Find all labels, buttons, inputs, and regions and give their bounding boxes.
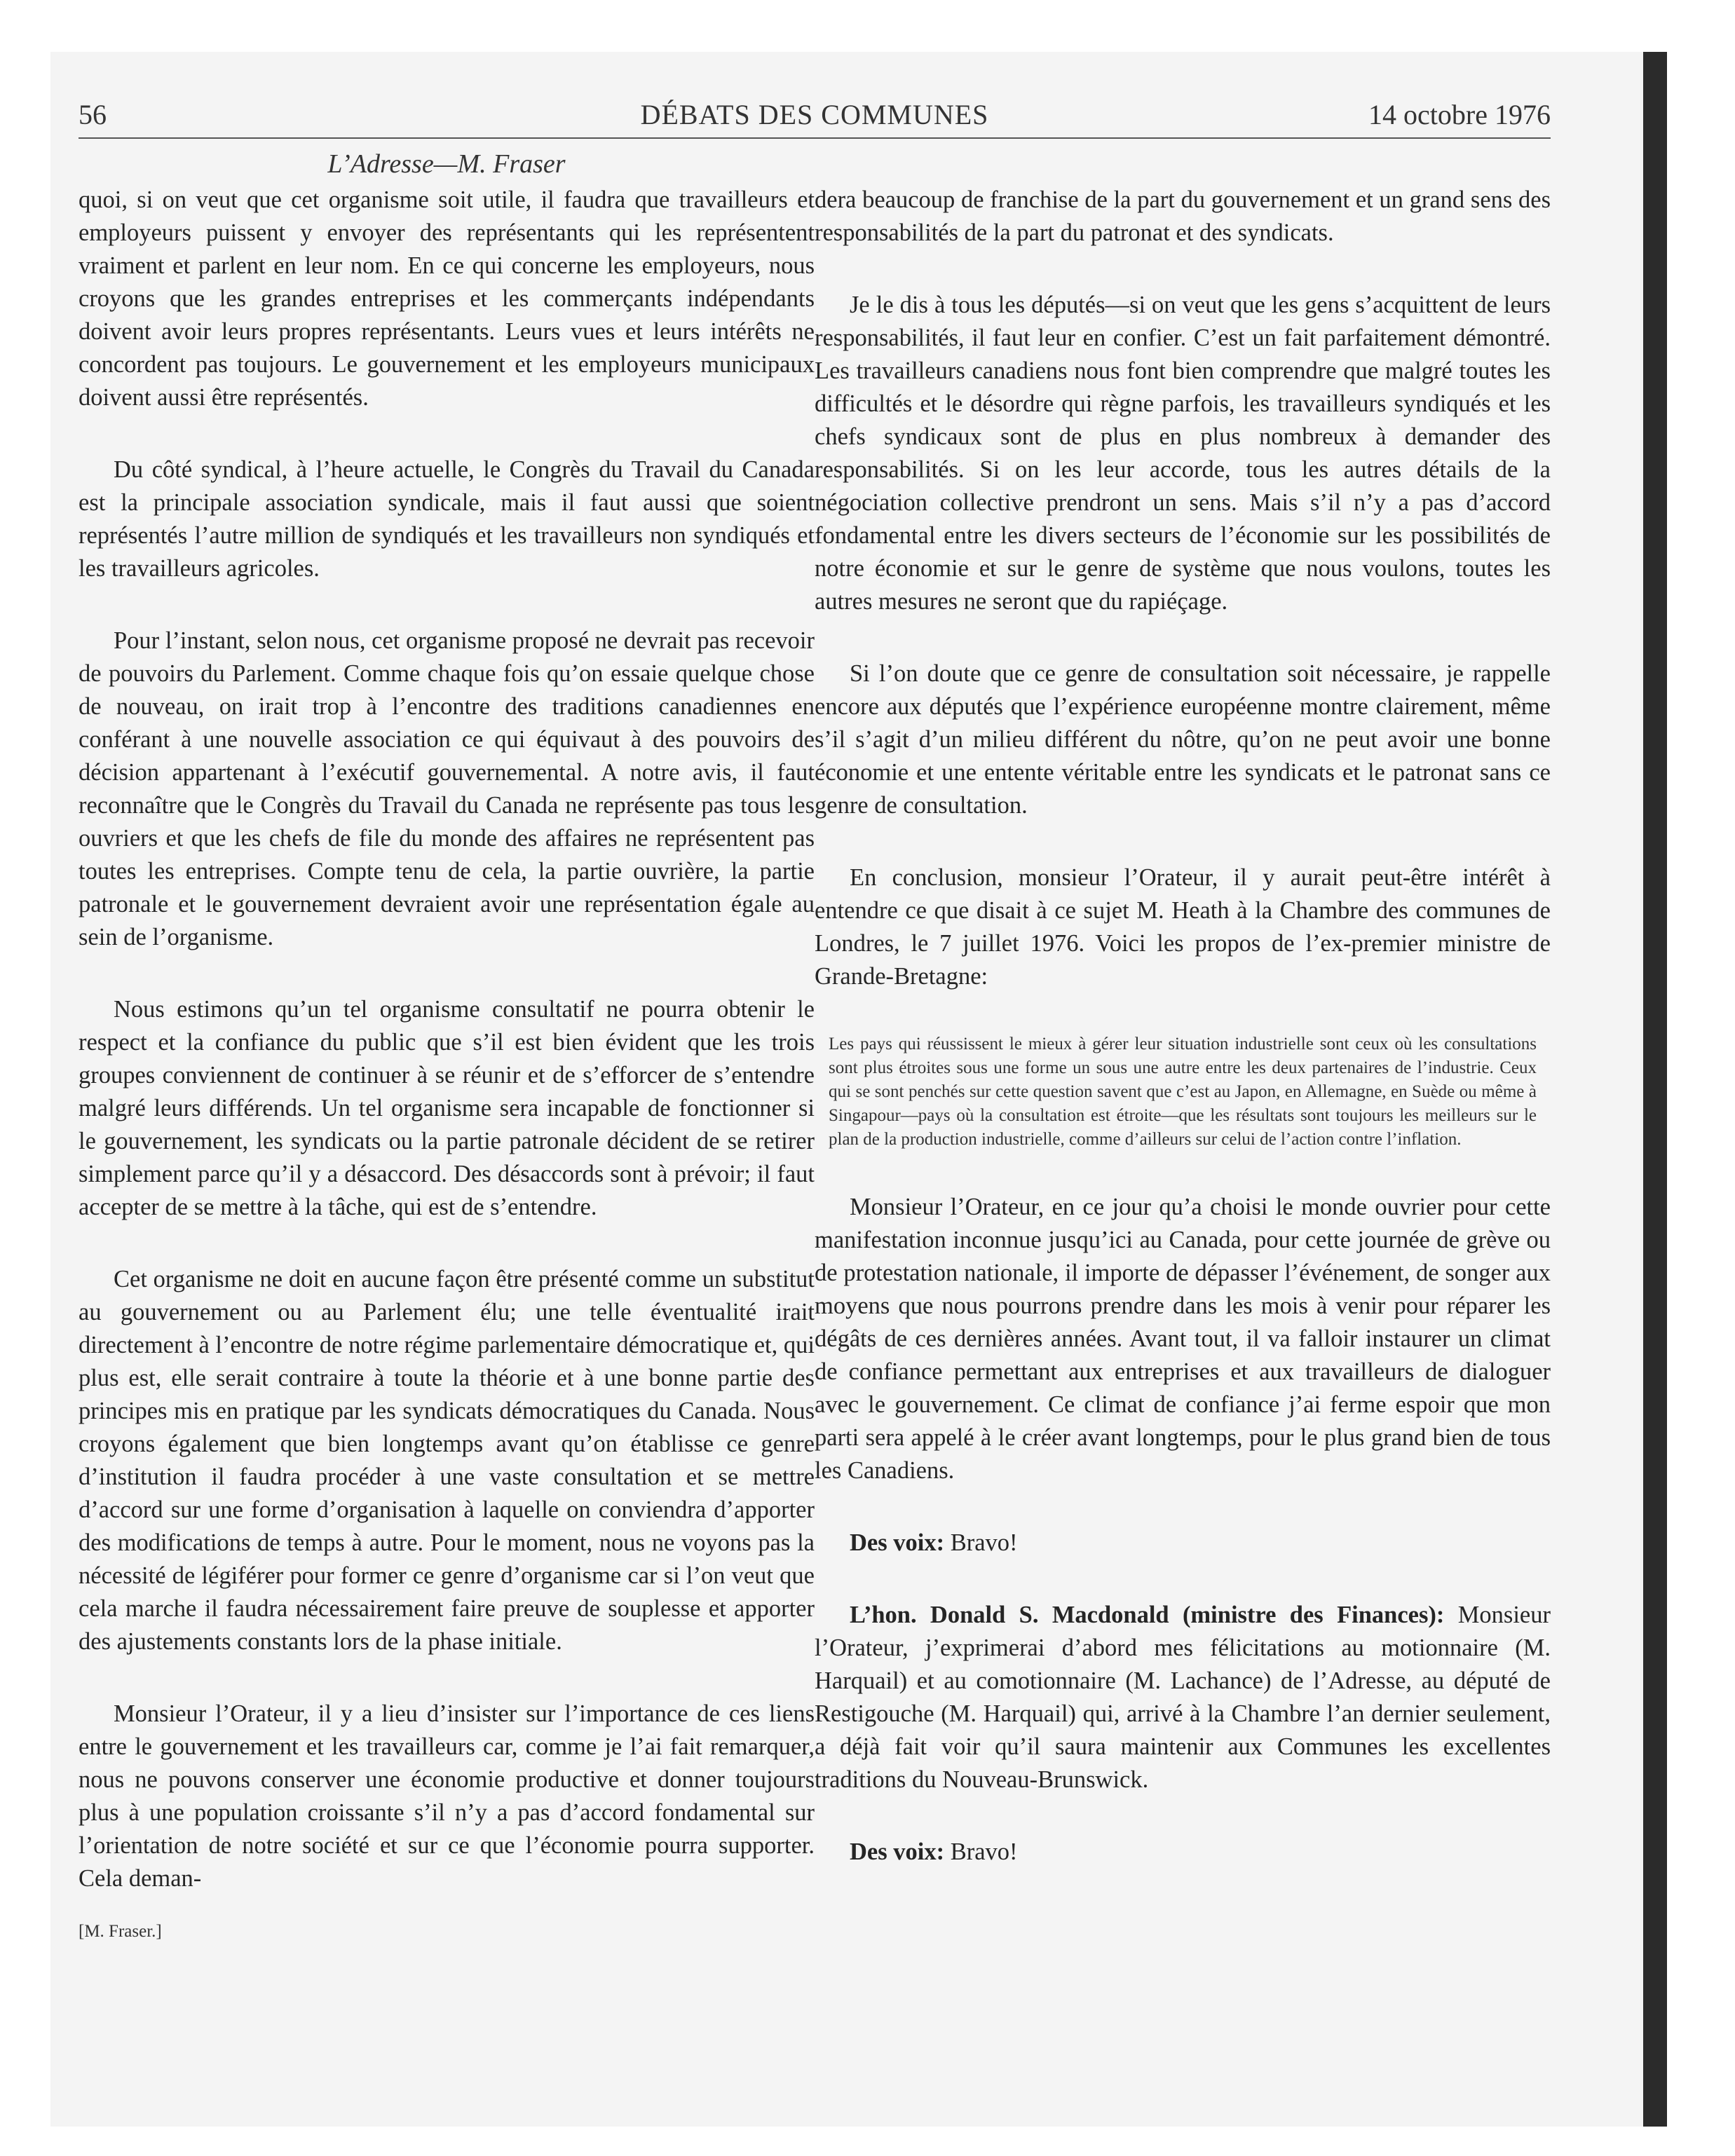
speaker-name: Des voix:: [850, 1838, 945, 1865]
right-column: [815, 184, 1551, 1908]
paragraph: Pour l’instant, selon nous, cet organisme proposé ne devrait pas recevoir de pouvoirs du Parlement. Comme chaque fois qu’on essaie quelque chose de nouveau, on irait trop à l’encontre des traditions canadiennes en conférant à une nouvelle association ce qui équivaut à des pouvoirs de décision appartenant à l’exécutif gouvernemental. A notre avis, il faut reconnaître que le Congrès du Travail du Canada ne représente pas tous les ouvriers et que les chefs de file du monde des affaires ne représentent pas toutes les entreprises. Compte tenu de cela, la partie ouvrière, la partie patronale et le gouvernement devraient avoir une représentation égale au sein de l’organisme.: [79, 627, 815, 950]
interjection: [815, 1527, 1551, 1560]
issue-date: 14 octobre 1976: [1368, 99, 1551, 130]
paragraph: Cet organisme ne doit en aucune façon être présenté comme un substitut au gouvernement ou au Parlement élu; une telle éventualité irait directement à l’encontre de notre régime parlementaire démocratique et, qui plus est, elle serait contraire à toute la théorie et à une bonne partie des principes mis en pratique par les syndicats démocratiques du Canada. Nous croyons également que bien longtemps avant qu’on établisse ce genre d’institution il faudra procéder à une vaste consultation et se mettre d’accord sur une forme d’organisation à laquelle on conviendra d’apporter des modifications de temps à autre. Pour le moment, nous ne voyons pas la nécessité de légiférer pour former ce genre d’organisme car si l’on veut que cela marche il faudra nécessairement faire preuve de souplesse et apporter des ajustements constants lors de la phase initiale.: [79, 1266, 815, 1655]
block-quote: Les pays qui réussissent le mieux à gérer leur situation industrielle sont ceux où les consultations sont plus étroites sous une forme un sous une autre entre les deux partenaires de l’industrie. Ceux qui se sont penchés sur cette question savent que c’est au Japon, en Allemagne, en Suède ou même à Singapour—pays où la consultation est étroite—que les résultats sont toujours les meilleurs sur le plan de la production industrielle, comme d’ailleurs sur celui de l’action contre l’inflation.: [829, 1035, 1537, 1149]
page-number: 56: [79, 99, 107, 130]
paragraph: Je le dis à tous les députés—si on veut que les gens s’acquittent de leurs responsabilités, il faut leur en confier. C’est un fait parfaitement démontré. Les travailleurs canadiens nous font bien comprendre que malgré toutes les difficultés et le désordre qui règne parfois, les travailleurs syndiqués et les chefs syndicaux sont de plus en plus nombreux à demander des responsabilités. Si on les leur accorde, tous les autres détails de la négociation collective prendront un sens. Mais s’il n’y a pas d’accord fondamental entre les divers secteurs de l’économie sur les possibilités de notre économie et sur le genre de système que nous voulons, toutes les autres mesures ne seront que du rapiéçage.: [815, 292, 1551, 615]
speech-text: Bravo!: [944, 1838, 1018, 1865]
speaker-name: L’hon. Donald S. Macdonald (ministre des Finances):: [850, 1602, 1445, 1628]
header-rule: [79, 137, 1551, 139]
paragraph: Du côté syndical, à l’heure actuelle, le Congrès du Travail du Canada est la principale association syndicale, mais il faut aussi que soient représentés l’autre million de syndiqués et les travailleurs non syndiqués et les travailleurs agricoles.: [79, 456, 815, 582]
page-header: [79, 98, 1551, 137]
paragraph: dera beaucoup de franchise de la part du gouvernement et un grand sens des responsabilités de la part du patronat et des syndicats.: [815, 186, 1551, 246]
publication-title: DÉBATS DES COMMUNES: [640, 99, 989, 130]
paragraph: En conclusion, monsieur l’Orateur, il y aurait peut-être intérêt à entendre ce que disait à ce sujet M. Heath à la Chambre des communes de Londres, le 7 juillet 1976. Voici les propos de l’ex-premier ministre de Grande-Bretagne:: [815, 864, 1551, 990]
interjection: [815, 1836, 1551, 1869]
speech-text: Monsieur l’Orateur, j’exprimerai d’abord mes félicitations au motionnaire (M. Harquail) et au comotionnaire (M. Lachance) de l’Adresse, au député de Restigouche (M. Harquail) qui, arrivé à la Chambre l’an dernier seulement, a déjà fait voir qu’il saura maintenir aux Communes les excellentes traditions du Nouveau-Brunswick.: [815, 1602, 1551, 1793]
paragraph: Monsieur l’Orateur, il y a lieu d’insister sur l’importance de ces liens entre le gouvernement et les travailleurs car, comme je l’ai fait remarquer, nous ne pouvons conserver une économie productive et donner toujours plus à une population croissante s’il n’y a pas d’accord fondamental sur l’orientation de notre société et sur ce que l’économie pourra supporter. Cela deman-: [79, 1700, 815, 1892]
speaker-name: Des voix:: [850, 1529, 945, 1556]
paragraph: quoi, si on veut que cet organisme soit utile, il faudra que travailleurs et employeurs puissent y envoyer des représentants qui les représentent vraiment et parlent en leur nom. En ce qui concerne les employeurs, nous croyons que les grandes entreprises et les commerçants indépendants doivent avoir leurs propres représentants. Leurs vues et leurs intérêts ne concordent pas toujours. Le gouvernement et les employeurs municipaux doivent aussi être représentés.: [79, 186, 815, 411]
speech: [815, 1599, 1551, 1796]
scan-edge-bar: [1643, 52, 1667, 2127]
paragraph: Si l’on doute que ce genre de consultation soit nécessaire, je rappelle encore aux députés que l’expérience européenne montre clairement, même s’il s’agit d’un milieu différent du nôtre, qu’on ne peut avoir une bonne économie et une entente véritable entre les syndicats et le patronat sans ce genre de consultation.: [815, 660, 1551, 819]
paragraph: Monsieur l’Orateur, en ce jour qu’a choisi le monde ouvrier pour cette manifestation inconnue jusqu’ici au Canada, pour cette journée de grève ou de protestation nationale, il importe de dépasser l’événement, de songer aux moyens que nous pourrons prendre dans les mois à venir pour réparer les dégâts de ces dernières années. Avant tout, il va falloir instaurer un climat de confiance permettant aux entreprises et aux travailleurs de dialoguer avec le gouvernement. Ce climat de confiance j’ai ferme espoir que mon parti sera appelé à le créer avant longtemps, pour le plus grand bien de tous les Canadiens.: [815, 1194, 1551, 1484]
speaker-footnote: [M. Fraser.]: [79, 1922, 162, 1941]
speech-text: Bravo!: [944, 1529, 1018, 1556]
left-column: [79, 184, 815, 1948]
section-subheader: L’Adresse—M. Fraser: [327, 149, 566, 179]
paragraph: Nous estimons qu’un tel organisme consultatif ne pourra obtenir le respect et la confiance du public que s’il est bien évident que les trois groupes conviennent de continuer à se réunir et de s’efforcer de s’entendre malgré leurs différends. Un tel organisme sera incapable de fonctionner si le gouvernement, les syndicats ou la partie patronale décident de se retirer simplement parce qu’il y a désaccord. Des désaccords sont à prévoir; il faut accepter de se mettre à la tâche, qui est de s’entendre.: [79, 996, 815, 1220]
